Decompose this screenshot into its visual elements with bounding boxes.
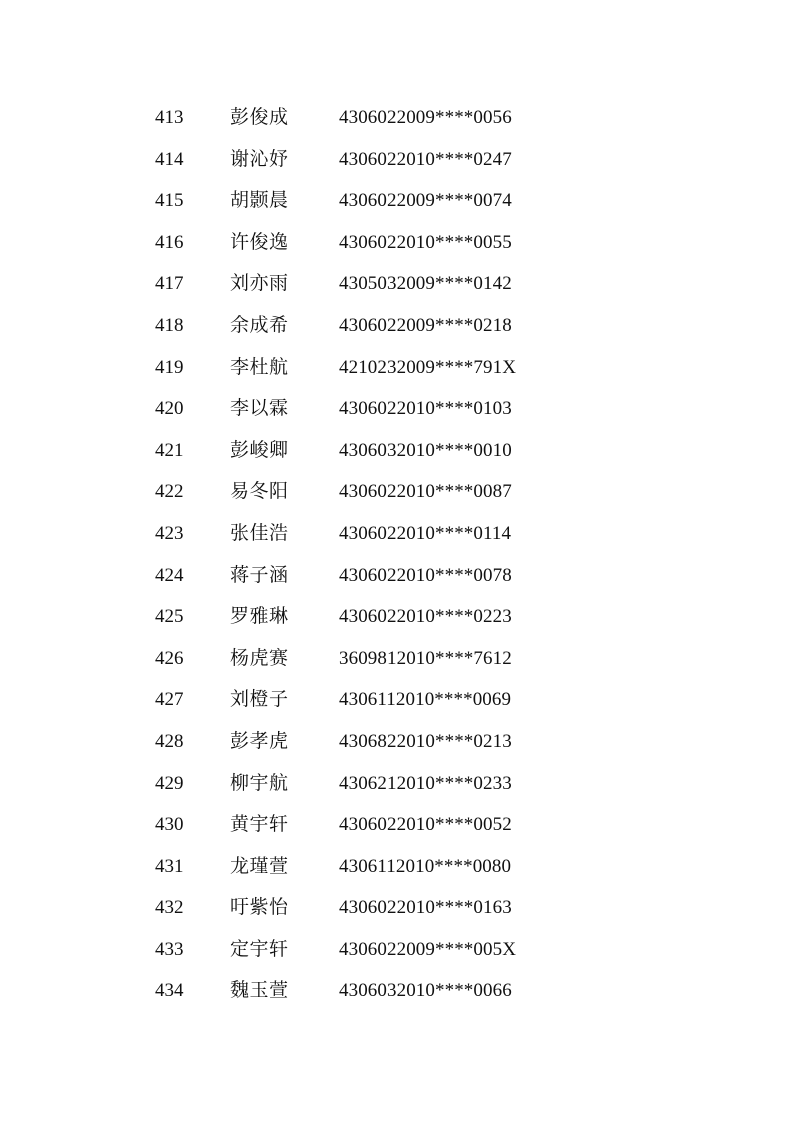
row-number: 433 — [155, 938, 184, 960]
list-item — [0, 970, 793, 1012]
student-name: 杨虎赛 — [230, 647, 289, 669]
student-name: 龙瑾萱 — [230, 855, 289, 877]
student-name: 刘亦雨 — [230, 273, 289, 295]
student-name: 易冬阳 — [230, 481, 289, 503]
list-item — [0, 929, 793, 971]
id-number: 4306022010****0078 — [339, 564, 512, 586]
list-item — [0, 97, 793, 139]
student-name: 许俊逸 — [230, 231, 289, 253]
id-number: 4306022010****0055 — [339, 231, 512, 253]
list-item — [0, 347, 793, 389]
id-number: 3609812010****7612 — [339, 647, 512, 669]
list-item — [0, 555, 793, 597]
student-name: 彭俊成 — [230, 107, 289, 128]
list-item — [0, 887, 793, 929]
roster-list — [0, 97, 793, 1012]
list-item — [0, 804, 793, 846]
id-number: 4306022009****0074 — [339, 190, 512, 212]
list-item — [0, 222, 793, 264]
list-item — [0, 305, 793, 347]
row-number: 432 — [155, 897, 184, 919]
row-number: 417 — [155, 273, 184, 295]
student-name: 定宇轩 — [230, 938, 289, 960]
id-number: 4210232009****791X — [339, 356, 517, 378]
student-name: 蒋子涵 — [230, 564, 289, 586]
student-name: 黄宇轩 — [230, 814, 289, 836]
row-number: 416 — [155, 231, 184, 253]
student-name: 吁紫怡 — [230, 897, 289, 919]
id-number: 4306022010****0052 — [339, 814, 512, 836]
id-number: 4306032010****0066 — [339, 980, 512, 1002]
row-number: 423 — [155, 522, 184, 544]
student-name: 罗雅琳 — [230, 606, 289, 628]
list-item — [0, 471, 793, 513]
student-name: 彭孝虎 — [230, 730, 289, 752]
list-item — [0, 430, 793, 472]
row-number: 428 — [155, 730, 184, 752]
id-number: 4306032010****0010 — [339, 439, 512, 461]
list-item — [0, 180, 793, 222]
id-number: 4306022010****0087 — [339, 481, 512, 503]
student-name: 刘橙子 — [230, 689, 289, 711]
row-number: 429 — [155, 772, 184, 794]
row-number: 420 — [155, 398, 184, 420]
row-number: 419 — [155, 356, 184, 378]
row-number: 415 — [155, 190, 184, 212]
student-name: 胡颢晨 — [230, 190, 289, 212]
list-item — [0, 679, 793, 721]
row-number: 413 — [155, 107, 184, 128]
id-number: 4306022010****0163 — [339, 897, 512, 919]
list-item — [0, 139, 793, 181]
student-name: 张佳浩 — [230, 522, 289, 544]
row-number: 421 — [155, 439, 184, 461]
row-number: 434 — [155, 980, 184, 1002]
id-number: 4306212010****0233 — [339, 772, 512, 794]
id-number: 4306022010****0103 — [339, 398, 512, 420]
id-number: 4306022010****0114 — [339, 522, 512, 544]
list-item — [0, 638, 793, 680]
row-number: 431 — [155, 855, 184, 877]
row-number: 430 — [155, 814, 184, 836]
student-name: 李杜航 — [230, 356, 289, 378]
student-name: 李以霖 — [230, 398, 289, 420]
row-number: 427 — [155, 689, 184, 711]
id-number: 4306112010****0080 — [339, 855, 512, 877]
id-number: 4306022010****0223 — [339, 606, 512, 628]
id-number: 4306022009****0218 — [339, 314, 512, 336]
list-item — [0, 596, 793, 638]
row-number: 424 — [155, 564, 184, 586]
row-number: 418 — [155, 314, 184, 336]
student-name: 彭峻卿 — [230, 439, 289, 461]
id-number: 4306022009****0056 — [339, 107, 512, 128]
row-number: 425 — [155, 606, 184, 628]
row-number: 422 — [155, 481, 184, 503]
student-name: 魏玉萱 — [230, 980, 289, 1002]
list-item — [0, 763, 793, 805]
list-item — [0, 721, 793, 763]
list-item — [0, 263, 793, 305]
id-number: 4306112010****0069 — [339, 689, 512, 711]
student-name: 谢沁妤 — [230, 148, 289, 170]
id-number: 4305032009****0142 — [339, 273, 512, 295]
id-number: 4306822010****0213 — [339, 730, 512, 752]
list-item — [0, 388, 793, 430]
row-number: 414 — [155, 148, 184, 170]
list-item — [0, 513, 793, 555]
student-name: 余成希 — [230, 314, 289, 336]
id-number: 4306022009****005X — [339, 938, 517, 960]
list-item — [0, 846, 793, 888]
row-number: 426 — [155, 647, 184, 669]
student-name: 柳宇航 — [230, 772, 289, 794]
id-number: 4306022010****0247 — [339, 148, 512, 170]
